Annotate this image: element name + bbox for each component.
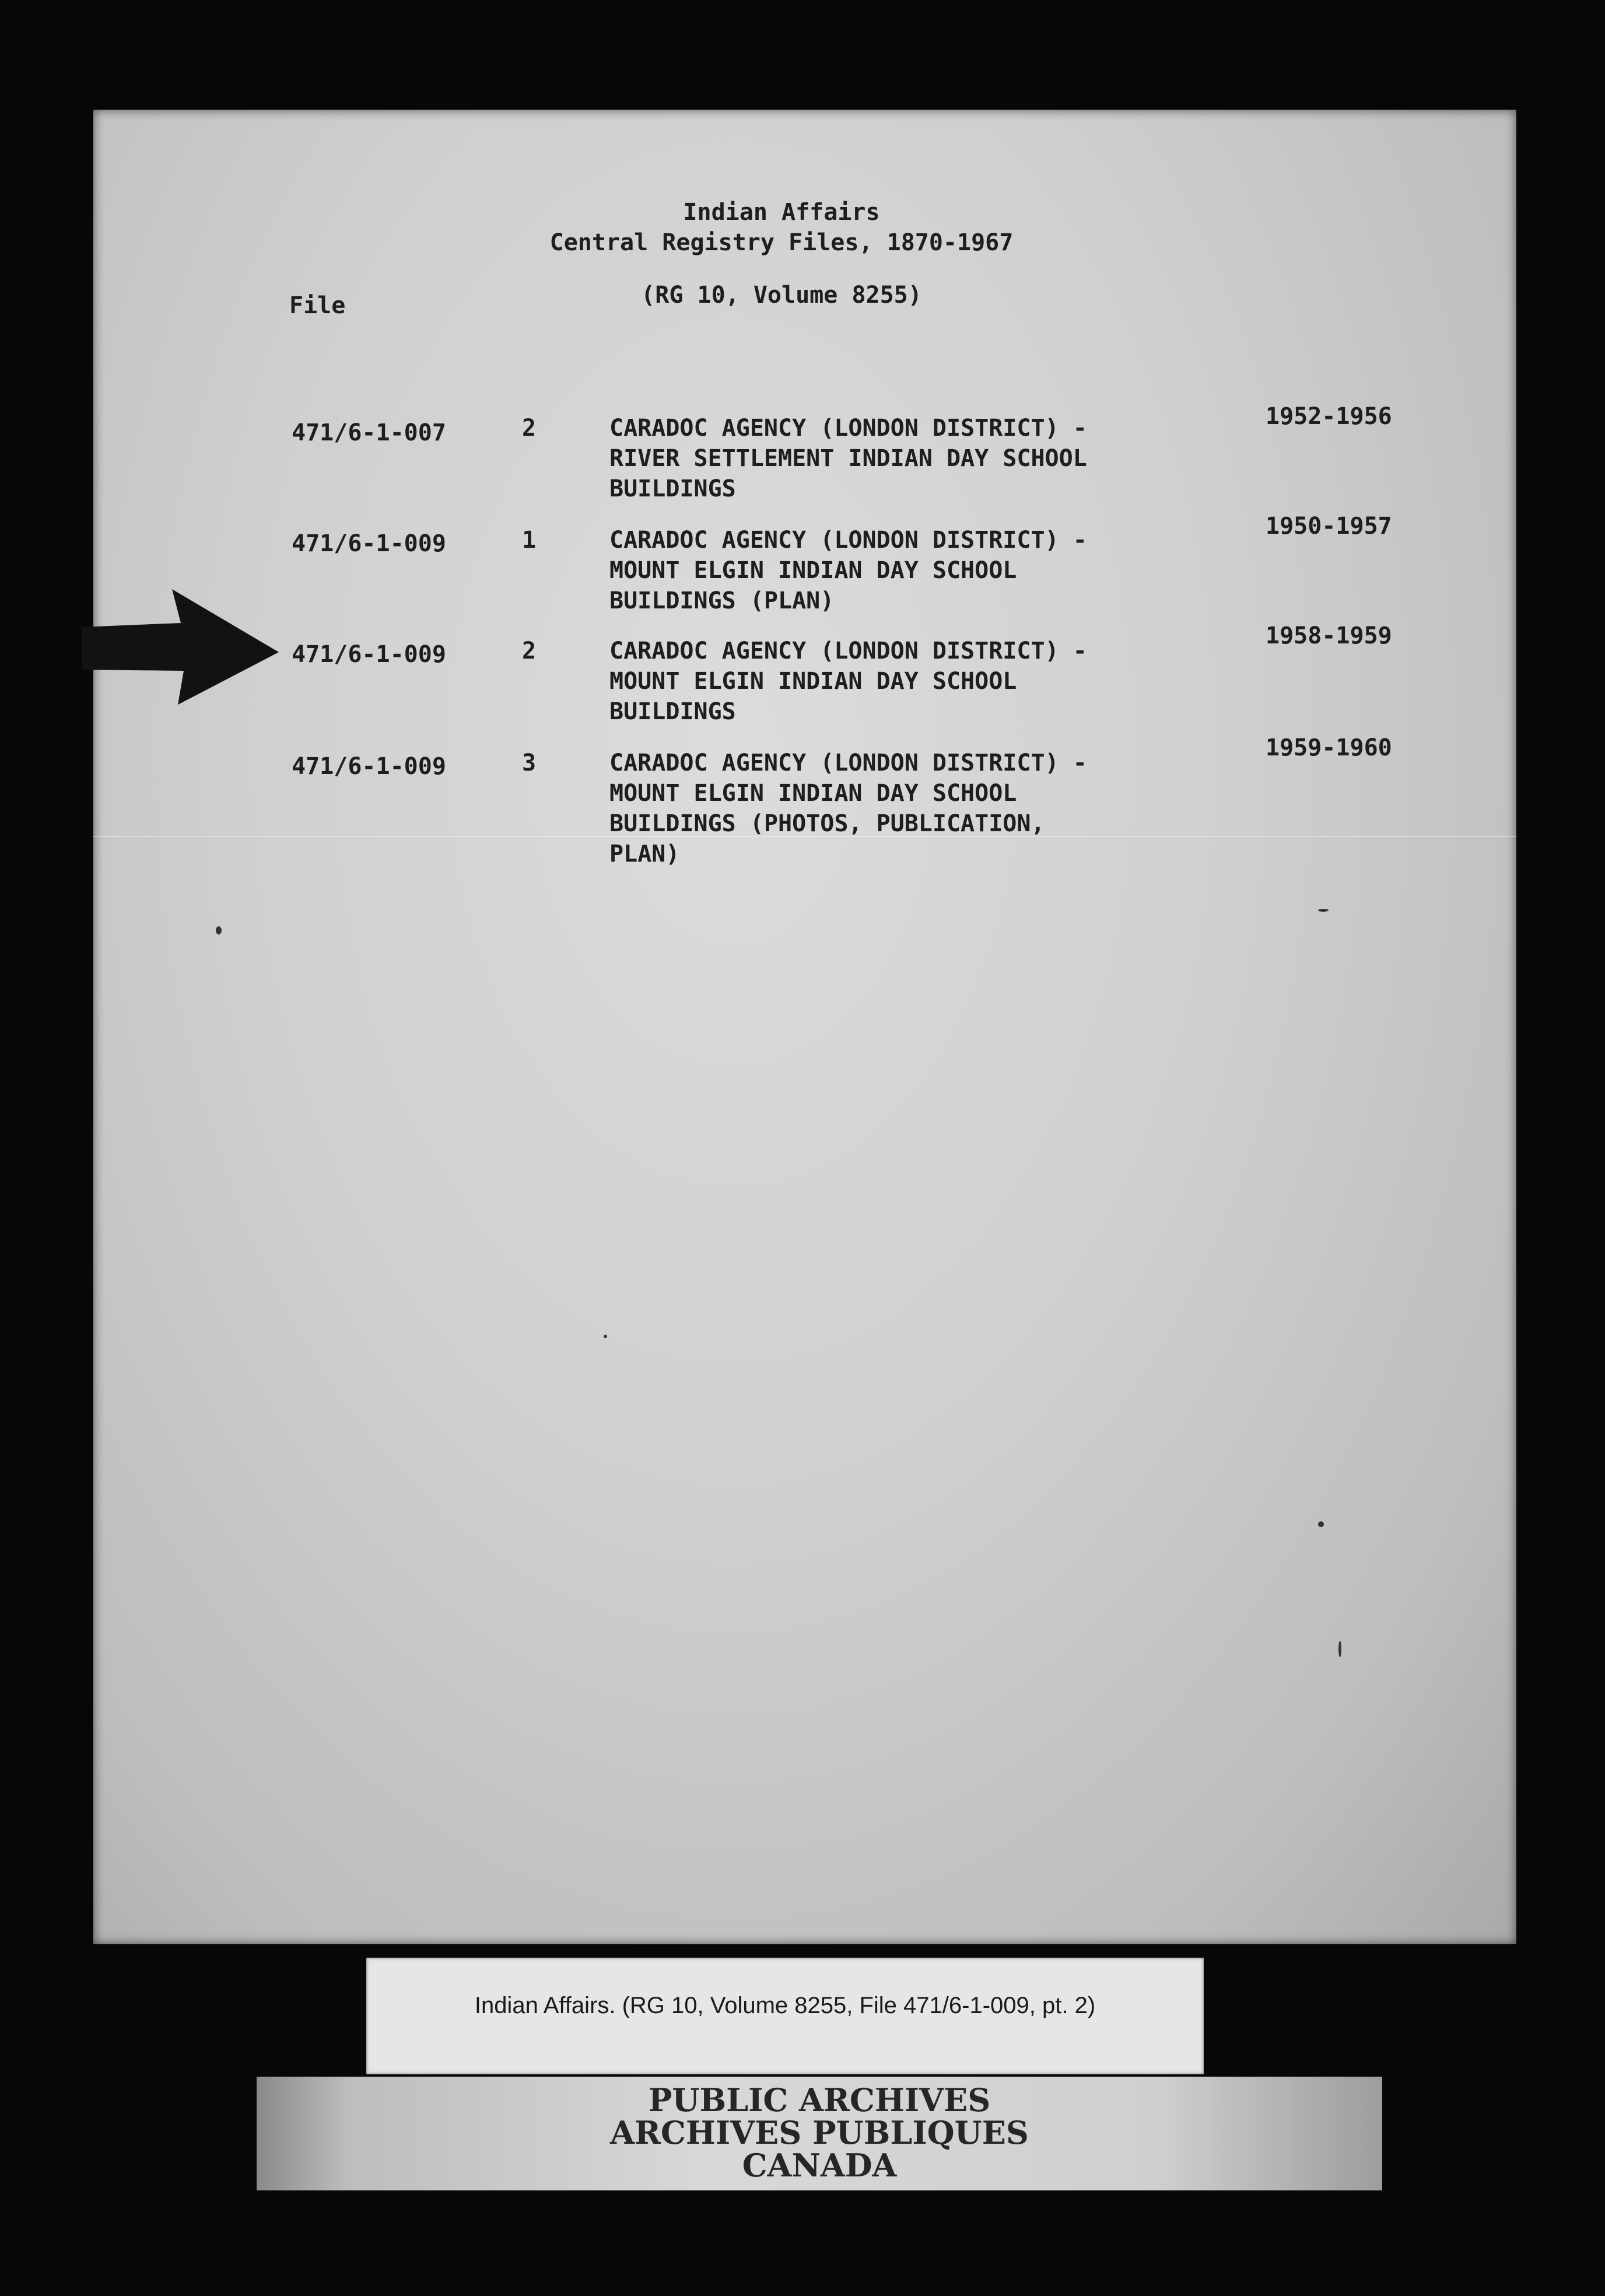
description-line: CARADOC AGENCY (LONDON DISTRICT) - bbox=[609, 750, 1087, 776]
date-range: 1958-1959 bbox=[1266, 622, 1392, 649]
dust-speck bbox=[1338, 1641, 1341, 1657]
part-number: 2 bbox=[522, 415, 537, 442]
pointing-arrow-icon bbox=[82, 578, 280, 718]
description-line: MOUNT ELGIN INDIAN DAY SCHOOL bbox=[609, 557, 1017, 584]
file-number: 471/6-1-009 bbox=[292, 753, 446, 780]
volume-label: (RG 10, Volume 8255) bbox=[641, 282, 922, 309]
description-line: BUILDINGS bbox=[609, 475, 736, 502]
citation-text: Indian Affairs. (RG 10, Volume 8255, File 471/6-1-009, pt. 2) bbox=[474, 1993, 1096, 2018]
stamp-line-3: CANADA bbox=[742, 2147, 897, 2184]
description-line: CARADOC AGENCY (LONDON DISTRICT) - bbox=[609, 415, 1087, 442]
dust-speck bbox=[1318, 1521, 1324, 1527]
date-range: 1952-1956 bbox=[1266, 403, 1392, 430]
description-line: PLAN) bbox=[609, 841, 680, 867]
description-line: BUILDINGS (PLAN) bbox=[609, 587, 835, 614]
dust-speck bbox=[216, 926, 222, 935]
date-range: 1959-1960 bbox=[1266, 734, 1392, 761]
archives-stamp-strip bbox=[257, 2077, 1382, 2190]
citation-label-card bbox=[366, 1958, 1204, 2074]
stamp-line-2: ARCHIVES PUBLIQUES bbox=[610, 2114, 1029, 2151]
file-number: 471/6-1-009 bbox=[292, 530, 446, 557]
file-column-label: File bbox=[289, 292, 346, 319]
description-line: CARADOC AGENCY (LONDON DISTRICT) - bbox=[609, 638, 1087, 664]
description-line: RIVER SETTLEMENT INDIAN DAY SCHOOL bbox=[609, 445, 1087, 472]
document-sheet bbox=[93, 110, 1516, 1944]
part-number: 3 bbox=[522, 750, 537, 776]
stamp-line-1: PUBLIC ARCHIVES bbox=[648, 2081, 991, 2119]
description-line: CARADOC AGENCY (LONDON DISTRICT) - bbox=[609, 527, 1087, 554]
part-number: 1 bbox=[522, 527, 537, 554]
file-number: 471/6-1-009 bbox=[292, 641, 446, 668]
header-title: Indian Affairs bbox=[683, 199, 880, 226]
description-line: MOUNT ELGIN INDIAN DAY SCHOOL bbox=[609, 668, 1017, 695]
description-line: MOUNT ELGIN INDIAN DAY SCHOOL bbox=[609, 780, 1017, 807]
part-number: 2 bbox=[522, 638, 537, 664]
dust-speck bbox=[604, 1335, 607, 1338]
description-line: BUILDINGS bbox=[609, 698, 736, 725]
date-range: 1950-1957 bbox=[1266, 513, 1392, 540]
header-subtitle: Central Registry Files, 1870-1967 bbox=[549, 229, 1014, 256]
file-number: 471/6-1-007 bbox=[292, 419, 446, 446]
description-line: BUILDINGS (PHOTOS, PUBLICATION, bbox=[609, 810, 1045, 837]
dust-speck bbox=[1318, 909, 1329, 912]
